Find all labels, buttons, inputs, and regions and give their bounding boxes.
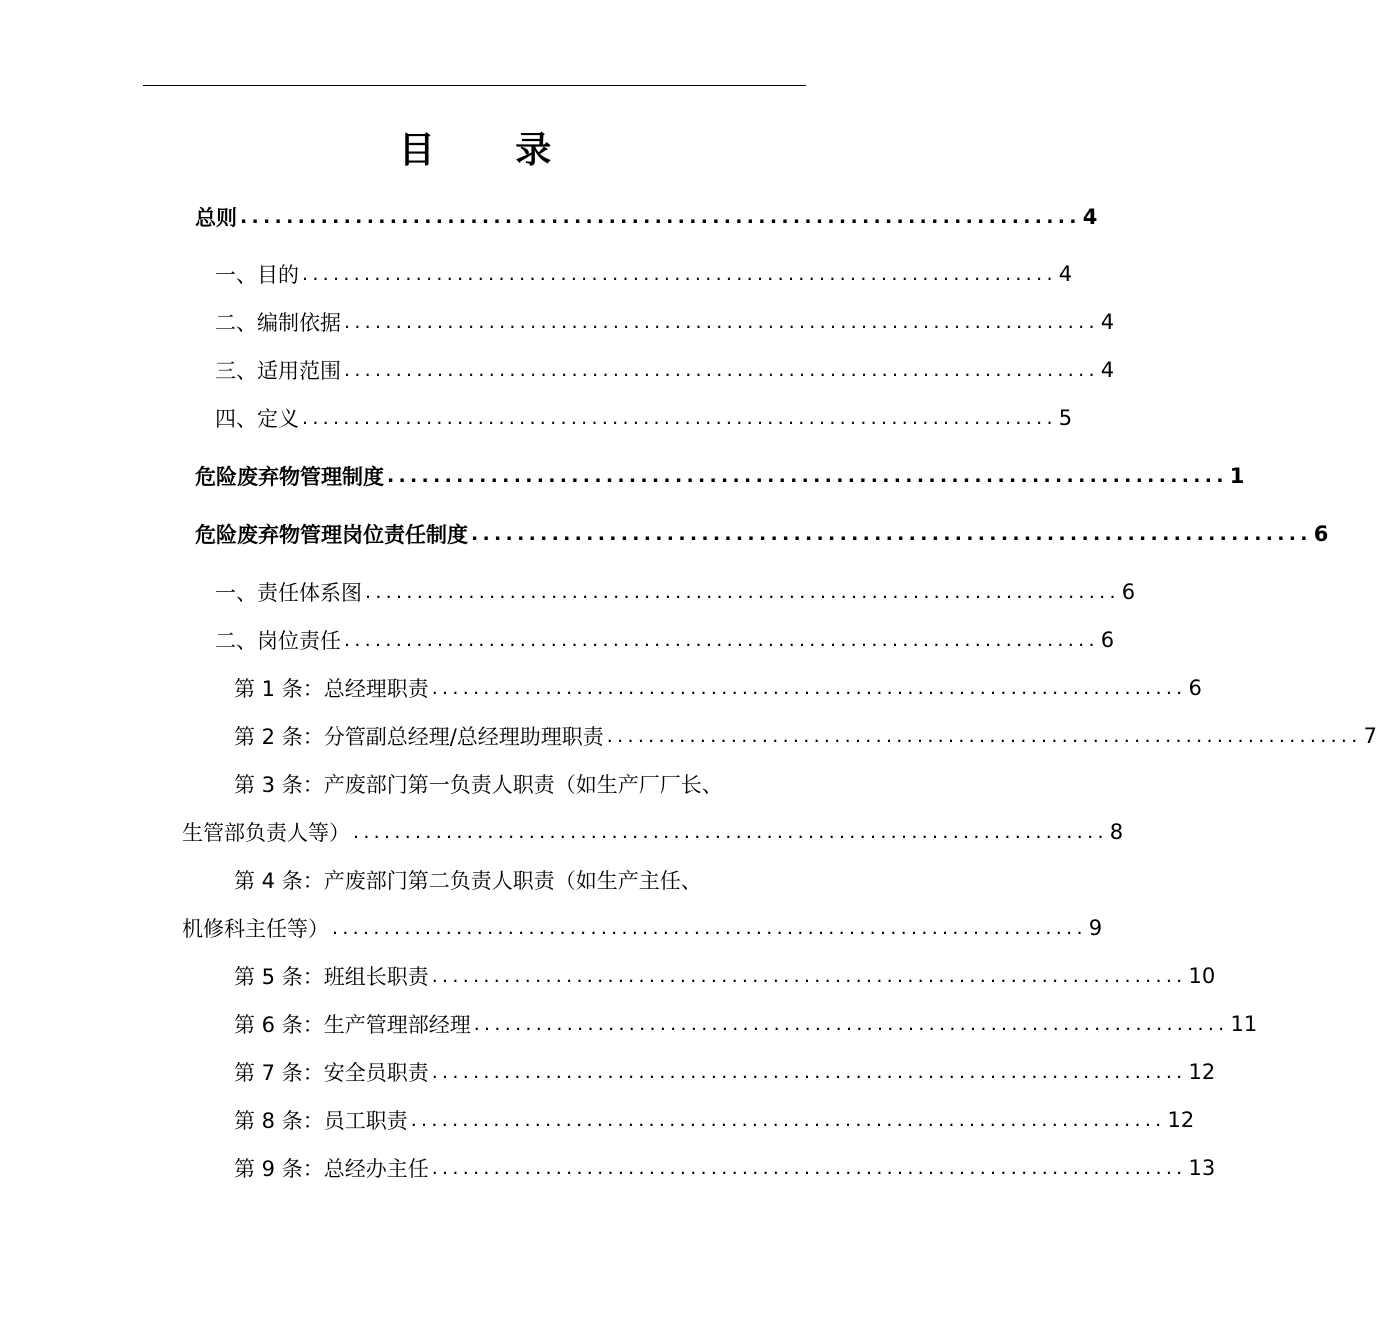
toc-entry[interactable]	[195, 514, 1329, 554]
toc-entry-label: 一、责任体系图	[215, 581, 362, 605]
toc-entry-first-line[interactable]: 第 3 条：产废部门第一负责人职责（如生产厂厂长、	[234, 773, 723, 797]
toc-entry-page: 4	[1058, 262, 1073, 286]
page-title: 目 录	[398, 130, 586, 171]
toc-leader: .........................................................................	[302, 407, 1057, 429]
toc-entry-label: 危险废弃物管理制度	[195, 465, 384, 489]
toc-entry-label: 第 8 条：员工职责	[234, 1109, 408, 1133]
toc-entry[interactable]	[182, 908, 1103, 948]
toc-leader: .........................................................................	[302, 263, 1057, 285]
toc-entry-label: 四、定义	[215, 407, 299, 431]
toc-entry-label: 第 9 条：总经办主任	[234, 1157, 429, 1181]
toc-leader: .........................................................................	[431, 965, 1187, 987]
toc-leader: .........................................................................	[471, 523, 1312, 545]
toc-entry-page: 4	[1100, 358, 1115, 382]
header-rule	[143, 85, 806, 86]
toc-entry-label: 第 2 条：分管副总经理/总经理助理职责	[234, 725, 604, 749]
toc-entry-page: 1	[1229, 464, 1245, 488]
toc-entry-label: 危险废弃物管理岗位责任制度	[195, 523, 468, 547]
toc-entry-page: 4	[1082, 205, 1098, 229]
toc-entry[interactable]	[234, 956, 1216, 996]
toc-entry-label: 第 5 条：班组长职责	[234, 965, 429, 989]
toc-entry-page: 6	[1313, 522, 1329, 546]
toc-entry[interactable]	[195, 197, 1098, 237]
toc-entry-label: 机修科主任等）	[182, 917, 329, 941]
toc-entry[interactable]	[195, 456, 1245, 496]
toc-leader: .........................................................................	[344, 359, 1099, 381]
toc-entry[interactable]	[182, 812, 1124, 852]
toc-leader: .........................................................................	[431, 1157, 1187, 1179]
toc-entry[interactable]	[234, 1100, 1195, 1140]
toc-leader: .........................................................................	[353, 821, 1108, 843]
toc-entry[interactable]	[215, 302, 1115, 342]
toc-entry-label: 一、目的	[215, 263, 299, 287]
toc-entry-page: 6	[1188, 676, 1202, 700]
toc-entry-first-line[interactable]: 第 4 条：产废部门第二负责人职责（如生产主任、	[234, 869, 702, 893]
toc-entry-page: 6	[1121, 580, 1136, 604]
toc-entry-page: 6	[1100, 628, 1115, 652]
toc-leader: .........................................................................	[431, 1061, 1187, 1083]
toc-entry-page: 13	[1188, 1156, 1216, 1180]
toc-entry[interactable]	[234, 668, 1202, 708]
toc-entry-page: 8	[1109, 820, 1124, 844]
toc-entry[interactable]	[234, 1148, 1216, 1188]
toc-entry-label: 二、岗位责任	[215, 629, 341, 653]
toc-entry-label: 三、适用范围	[215, 359, 341, 383]
toc-entry-label: 总则	[195, 206, 237, 230]
toc-entry[interactable]	[215, 398, 1073, 438]
toc-entry-page: 5	[1058, 406, 1073, 430]
toc-entry-page: 12	[1188, 1060, 1216, 1084]
toc-entry-label: 第 1 条：总经理职责	[234, 677, 429, 701]
toc-leader: .........................................................................	[332, 917, 1087, 939]
toc-entry[interactable]	[215, 350, 1115, 390]
toc-entry[interactable]	[215, 620, 1115, 660]
toc-entry-label: 第 6 条：生产管理部经理	[234, 1013, 471, 1037]
toc-entry-page: 7	[1363, 724, 1377, 748]
toc-entry[interactable]	[215, 254, 1073, 294]
toc-leader: .........................................................................	[473, 1013, 1229, 1035]
toc-entry-label: 二、编制依据	[215, 311, 341, 335]
toc-entry-page: 4	[1100, 310, 1115, 334]
toc-leader: .........................................................................	[344, 311, 1099, 333]
toc-leader: .........................................................................	[240, 206, 1081, 228]
toc-entry-page: 10	[1188, 964, 1216, 988]
toc-leader: .........................................................................	[606, 725, 1362, 747]
toc-leader: .........................................................................	[387, 465, 1228, 487]
toc-entry[interactable]	[234, 1004, 1258, 1044]
toc-leader: .........................................................................	[410, 1109, 1166, 1131]
toc-entry[interactable]	[215, 572, 1136, 612]
toc-leader: .........................................................................	[365, 581, 1120, 603]
toc-entry-page: 12	[1167, 1108, 1195, 1132]
toc-entry-label: 生管部负责人等）	[182, 821, 350, 845]
toc-entry-page: 11	[1230, 1012, 1258, 1036]
toc-leader: .........................................................................	[431, 677, 1187, 699]
toc-entry-label: 第 7 条：安全员职责	[234, 1061, 429, 1085]
toc-entry[interactable]	[234, 716, 1377, 756]
toc-leader: .........................................................................	[344, 629, 1099, 651]
toc-entry[interactable]	[234, 1052, 1216, 1092]
toc-entry-page: 9	[1088, 916, 1103, 940]
